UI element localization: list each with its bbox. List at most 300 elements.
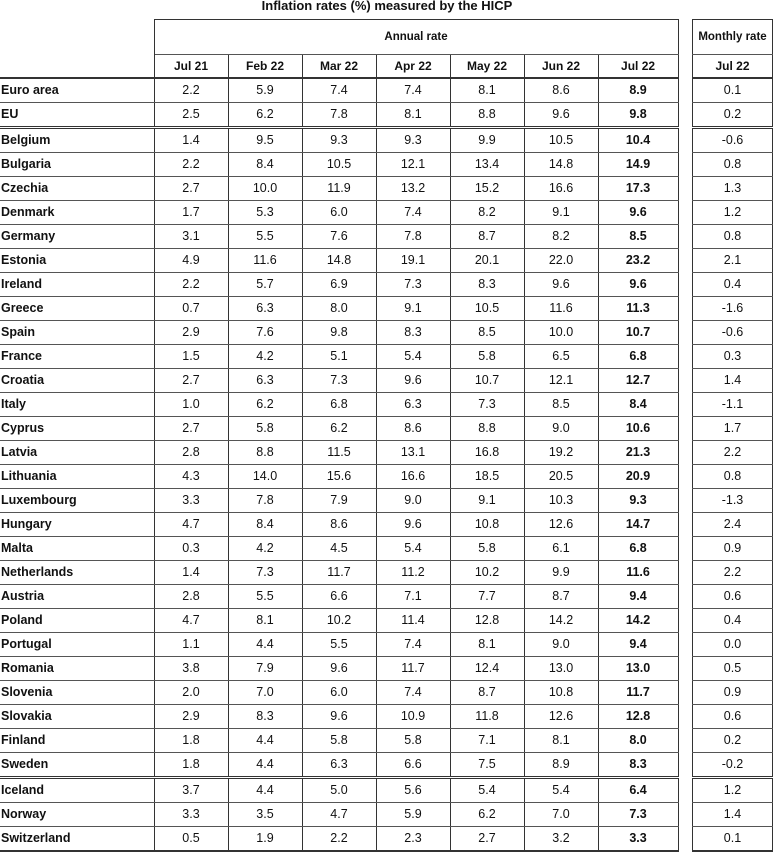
annual-rate-value: 7.8 [228, 489, 302, 513]
annual-rate-value: 2.7 [154, 369, 228, 393]
annual-rate-value: 7.9 [302, 489, 376, 513]
table-row [0, 561, 678, 585]
annual-rate-value: 8.2 [450, 201, 524, 225]
annual-rate-value: 7.4 [376, 78, 450, 103]
annual-rate-value: 5.9 [228, 78, 302, 103]
annual-rate-value: 14.2 [598, 609, 678, 633]
annual-rate-value: 3.3 [154, 489, 228, 513]
annual-rate-value: 10.4 [598, 128, 678, 153]
table-row [693, 417, 773, 441]
country-name: Euro area [0, 78, 154, 103]
annual-rate-value: 8.5 [450, 321, 524, 345]
annual-rate-value: 0.3 [154, 537, 228, 561]
annual-rate-value: 3.3 [598, 827, 678, 852]
table-row [0, 778, 678, 803]
annual-rate-value: 2.8 [154, 441, 228, 465]
annual-rate-value: 3.5 [228, 803, 302, 827]
annual-rate-value: 19.1 [376, 249, 450, 273]
table-row [0, 225, 678, 249]
annual-rate-value: 1.4 [154, 128, 228, 153]
annual-rate-value: 7.1 [376, 585, 450, 609]
monthly-rate-value: -0.2 [693, 753, 773, 778]
table-row [693, 249, 773, 273]
annual-rate-value: 13.0 [524, 657, 598, 681]
annual-rate-value: 14.8 [302, 249, 376, 273]
monthly-rate-value: 0.2 [693, 729, 773, 753]
annual-rate-value: 16.6 [524, 177, 598, 201]
annual-rate-value: 3.3 [154, 803, 228, 827]
annual-rate-value: 8.6 [376, 417, 450, 441]
annual-rate-value: 9.6 [302, 705, 376, 729]
annual-rate-value: 9.1 [524, 201, 598, 225]
annual-column-header: Jul 22 [598, 55, 678, 79]
annual-rate-value: 9.8 [302, 321, 376, 345]
annual-rate-value: 8.0 [598, 729, 678, 753]
annual-rate-value: 8.8 [228, 441, 302, 465]
annual-rate-value: 2.7 [154, 417, 228, 441]
annual-rate-value: 9.3 [376, 128, 450, 153]
table-row [0, 153, 678, 177]
monthly-rate-header: Monthly rate [693, 20, 773, 55]
annual-rate-value: 7.5 [450, 753, 524, 778]
table-row [0, 657, 678, 681]
table-row [0, 465, 678, 489]
table-row [693, 778, 773, 803]
annual-column-header: May 22 [450, 55, 524, 79]
table-row [0, 441, 678, 465]
annual-rate-value: 8.4 [228, 153, 302, 177]
annual-rate-value: 5.8 [228, 417, 302, 441]
annual-rate-value: 8.1 [450, 633, 524, 657]
monthly-rate-value: 0.1 [693, 827, 773, 852]
annual-rate-value: 18.5 [450, 465, 524, 489]
annual-rate-value: 5.4 [376, 345, 450, 369]
annual-rate-value: 3.1 [154, 225, 228, 249]
annual-rate-value: 8.7 [450, 681, 524, 705]
annual-rate-value: 9.4 [598, 585, 678, 609]
table-row [693, 609, 773, 633]
annual-rate-value: 2.0 [154, 681, 228, 705]
annual-rate-value: 10.0 [524, 321, 598, 345]
table-row [693, 729, 773, 753]
annual-rate-value: 15.2 [450, 177, 524, 201]
annual-rate-value: 23.2 [598, 249, 678, 273]
table-row [0, 78, 678, 103]
annual-rate-value: 5.8 [302, 729, 376, 753]
annual-rate-value: 6.5 [524, 345, 598, 369]
monthly-rate-value: 1.2 [693, 201, 773, 225]
annual-rate-value: 14.2 [524, 609, 598, 633]
annual-rate-value: 6.3 [228, 297, 302, 321]
annual-rate-value: 12.6 [524, 513, 598, 537]
annual-rate-value: 12.6 [524, 705, 598, 729]
annual-rate-value: 12.7 [598, 369, 678, 393]
annual-rate-value: 1.7 [154, 201, 228, 225]
country-name: France [0, 345, 154, 369]
country-name: Cyprus [0, 417, 154, 441]
country-name: Italy [0, 393, 154, 417]
annual-rate-value: 2.7 [450, 827, 524, 852]
annual-rate-value: 7.9 [228, 657, 302, 681]
header-blank-cell [0, 55, 154, 79]
country-name: Lithuania [0, 465, 154, 489]
table-row [693, 321, 773, 345]
annual-rate-value: 15.6 [302, 465, 376, 489]
monthly-rate-value: 0.4 [693, 609, 773, 633]
annual-rate-value: 9.0 [376, 489, 450, 513]
annual-rate-value: 8.6 [302, 513, 376, 537]
table-row [693, 753, 773, 778]
table-row [0, 585, 678, 609]
annual-rate-value: 0.5 [154, 827, 228, 852]
annual-rate-value: 21.3 [598, 441, 678, 465]
annual-rate-value: 14.8 [524, 153, 598, 177]
table-row [693, 345, 773, 369]
table-row [693, 273, 773, 297]
annual-rate-value: 11.6 [524, 297, 598, 321]
annual-rate-value: 8.3 [450, 273, 524, 297]
annual-rate-value: 6.3 [302, 753, 376, 778]
annual-rate-value: 12.8 [450, 609, 524, 633]
annual-rate-value: 8.1 [376, 103, 450, 128]
monthly-rate-value: 0.1 [693, 78, 773, 103]
annual-rate-value: 14.0 [228, 465, 302, 489]
table-row [693, 561, 773, 585]
annual-rate-value: 17.3 [598, 177, 678, 201]
annual-rate-value: 8.0 [302, 297, 376, 321]
country-name: Bulgaria [0, 153, 154, 177]
annual-rate-value: 1.8 [154, 753, 228, 778]
table-row [693, 827, 773, 852]
annual-rate-value: 8.3 [598, 753, 678, 778]
monthly-rate-value: -0.6 [693, 321, 773, 345]
annual-rate-value: 5.5 [302, 633, 376, 657]
annual-rate-value: 4.4 [228, 753, 302, 778]
monthly-rate-value: 1.4 [693, 803, 773, 827]
country-name: Slovenia [0, 681, 154, 705]
table-row [0, 513, 678, 537]
table-row [0, 369, 678, 393]
table-row [693, 537, 773, 561]
monthly-rate-value: -1.3 [693, 489, 773, 513]
annual-rate-value: 8.8 [450, 417, 524, 441]
annual-rate-value: 10.5 [302, 153, 376, 177]
annual-rate-value: 8.7 [450, 225, 524, 249]
table-row [0, 803, 678, 827]
monthly-rate-value: 0.4 [693, 273, 773, 297]
monthly-rate-value: 2.2 [693, 441, 773, 465]
annual-rate-value: 4.4 [228, 633, 302, 657]
country-name: Denmark [0, 201, 154, 225]
annual-rate-value: 9.3 [302, 128, 376, 153]
annual-rate-value: 11.7 [302, 561, 376, 585]
country-name: Iceland [0, 778, 154, 803]
annual-rate-value: 9.9 [524, 561, 598, 585]
monthly-rate-value: 0.8 [693, 465, 773, 489]
table-row [693, 369, 773, 393]
annual-rate-value: 4.4 [228, 778, 302, 803]
annual-rate-value: 10.2 [302, 609, 376, 633]
monthly-rate-value: 0.6 [693, 705, 773, 729]
annual-rate-value: 7.3 [302, 369, 376, 393]
annual-rate-value: 4.2 [228, 537, 302, 561]
annual-rate-value: 16.6 [376, 465, 450, 489]
table-row [0, 827, 678, 852]
annual-rate-value: 8.2 [524, 225, 598, 249]
monthly-rate-value: -0.6 [693, 128, 773, 153]
annual-rate-value: 14.7 [598, 513, 678, 537]
annual-rate-value: 6.2 [228, 393, 302, 417]
table-row [693, 681, 773, 705]
table-row [0, 177, 678, 201]
table-row [0, 297, 678, 321]
monthly-rate-value: -1.1 [693, 393, 773, 417]
country-name: Poland [0, 609, 154, 633]
monthly-rate-value: 2.4 [693, 513, 773, 537]
annual-rate-value: 1.5 [154, 345, 228, 369]
annual-rate-value: 20.9 [598, 465, 678, 489]
country-name: Norway [0, 803, 154, 827]
annual-rate-value: 4.7 [154, 609, 228, 633]
monthly-rate-value: 0.8 [693, 225, 773, 249]
table-row [693, 465, 773, 489]
country-name: Austria [0, 585, 154, 609]
table-row [693, 153, 773, 177]
table-row [693, 201, 773, 225]
annual-rate-value: 13.4 [450, 153, 524, 177]
annual-rate-value: 12.8 [598, 705, 678, 729]
table-row [693, 705, 773, 729]
monthly-rate-value: 0.8 [693, 153, 773, 177]
table-row [693, 393, 773, 417]
annual-rate-value: 5.8 [450, 537, 524, 561]
table-row [693, 633, 773, 657]
annual-rate-value: 7.4 [376, 633, 450, 657]
annual-rate-value: 9.8 [598, 103, 678, 128]
table-row [0, 393, 678, 417]
table-row [0, 489, 678, 513]
monthly-rate-value: 0.9 [693, 681, 773, 705]
annual-rate-value: 11.4 [376, 609, 450, 633]
monthly-rate-value: 0.5 [693, 657, 773, 681]
annual-rate-value: 10.5 [450, 297, 524, 321]
annual-rate-value: 10.6 [598, 417, 678, 441]
country-name: Latvia [0, 441, 154, 465]
annual-rate-value: 11.3 [598, 297, 678, 321]
annual-rate-value: 7.4 [376, 201, 450, 225]
annual-rate-value: 1.9 [228, 827, 302, 852]
table-row [0, 273, 678, 297]
annual-rate-value: 10.5 [524, 128, 598, 153]
annual-rate-value: 9.6 [598, 273, 678, 297]
annual-rate-value: 20.5 [524, 465, 598, 489]
country-name: Estonia [0, 249, 154, 273]
annual-rate-value: 12.1 [524, 369, 598, 393]
table-row [0, 609, 678, 633]
annual-rate-value: 5.3 [228, 201, 302, 225]
monthly-rate-value: 1.3 [693, 177, 773, 201]
annual-rate-value: 10.8 [450, 513, 524, 537]
annual-rate-value: 1.0 [154, 393, 228, 417]
monthly-rate-value: 2.2 [693, 561, 773, 585]
annual-rate-header: Annual rate [154, 20, 678, 55]
annual-rate-value: 11.7 [598, 681, 678, 705]
annual-rate-value: 11.6 [228, 249, 302, 273]
table-row [693, 128, 773, 153]
annual-rate-value: 14.9 [598, 153, 678, 177]
annual-rate-value: 2.2 [154, 273, 228, 297]
annual-rate-value: 1.1 [154, 633, 228, 657]
table-row [693, 657, 773, 681]
monthly-rate-value: 2.1 [693, 249, 773, 273]
table-row [0, 321, 678, 345]
monthly-rate-value: 1.2 [693, 778, 773, 803]
annual-rate-value: 7.3 [450, 393, 524, 417]
annual-rate-value: 5.0 [302, 778, 376, 803]
monthly-rate-value: 0.9 [693, 537, 773, 561]
annual-rate-value: 7.1 [450, 729, 524, 753]
annual-rate-value: 10.9 [376, 705, 450, 729]
annual-rate-value: 5.8 [450, 345, 524, 369]
annual-rate-value: 20.1 [450, 249, 524, 273]
annual-rate-value: 3.7 [154, 778, 228, 803]
annual-rate-value: 4.7 [154, 513, 228, 537]
annual-rate-value: 7.4 [376, 681, 450, 705]
monthly-rate-table [692, 19, 773, 852]
table-row [0, 128, 678, 153]
table-row [693, 177, 773, 201]
monthly-rate-value: 0.0 [693, 633, 773, 657]
annual-column-header: Mar 22 [302, 55, 376, 79]
annual-rate-value: 2.8 [154, 585, 228, 609]
annual-rate-value: 8.1 [524, 729, 598, 753]
country-name: Sweden [0, 753, 154, 778]
annual-rate-value: 7.3 [228, 561, 302, 585]
annual-rate-value: 9.6 [524, 103, 598, 128]
annual-rate-value: 5.4 [450, 778, 524, 803]
annual-rate-value: 7.0 [228, 681, 302, 705]
annual-rate-value: 0.7 [154, 297, 228, 321]
annual-rate-value: 9.6 [524, 273, 598, 297]
annual-rate-value: 9.6 [376, 513, 450, 537]
annual-rate-value: 8.9 [524, 753, 598, 778]
annual-rate-value: 5.5 [228, 225, 302, 249]
annual-rate-value: 6.8 [598, 345, 678, 369]
annual-rate-value: 8.5 [598, 225, 678, 249]
country-name: Slovakia [0, 705, 154, 729]
annual-rate-value: 10.8 [524, 681, 598, 705]
table-row [0, 345, 678, 369]
annual-rate-value: 7.3 [598, 803, 678, 827]
annual-rate-value: 4.4 [228, 729, 302, 753]
table-row [693, 513, 773, 537]
country-name: Portugal [0, 633, 154, 657]
annual-rate-value: 9.6 [598, 201, 678, 225]
country-name: Croatia [0, 369, 154, 393]
annual-rate-value: 11.5 [302, 441, 376, 465]
table-row [0, 249, 678, 273]
annual-rate-value: 6.0 [302, 681, 376, 705]
country-name: Switzerland [0, 827, 154, 852]
annual-rate-value: 19.2 [524, 441, 598, 465]
monthly-rate-value: 1.4 [693, 369, 773, 393]
annual-column-header: Jun 22 [524, 55, 598, 79]
annual-rate-value: 8.6 [524, 78, 598, 103]
annual-rate-value: 9.5 [228, 128, 302, 153]
annual-rate-value: 7.7 [450, 585, 524, 609]
annual-rate-value: 8.1 [450, 78, 524, 103]
annual-rate-value: 4.3 [154, 465, 228, 489]
annual-rate-value: 8.5 [524, 393, 598, 417]
annual-rate-value: 2.2 [154, 153, 228, 177]
annual-rate-value: 6.2 [228, 103, 302, 128]
country-name: Finland [0, 729, 154, 753]
table-row [0, 103, 678, 128]
table-row [0, 417, 678, 441]
country-name: Ireland [0, 273, 154, 297]
annual-rate-value: 5.4 [524, 778, 598, 803]
annual-rate-value: 3.2 [524, 827, 598, 852]
annual-rate-value: 6.3 [376, 393, 450, 417]
table-row [0, 201, 678, 225]
annual-rate-value: 6.8 [302, 393, 376, 417]
table-row [693, 489, 773, 513]
annual-rate-value: 5.9 [376, 803, 450, 827]
table-row [0, 633, 678, 657]
annual-rate-value: 6.1 [524, 537, 598, 561]
annual-column-header: Feb 22 [228, 55, 302, 79]
annual-rate-value: 8.1 [228, 609, 302, 633]
annual-rate-value: 11.9 [302, 177, 376, 201]
annual-rate-value: 9.1 [376, 297, 450, 321]
annual-rate-value: 9.6 [302, 657, 376, 681]
annual-rate-value: 2.5 [154, 103, 228, 128]
annual-rate-value: 7.6 [302, 225, 376, 249]
annual-rate-value: 5.7 [228, 273, 302, 297]
annual-rate-value: 22.0 [524, 249, 598, 273]
annual-rate-value: 6.9 [302, 273, 376, 297]
annual-rate-value: 11.8 [450, 705, 524, 729]
annual-rate-value: 13.1 [376, 441, 450, 465]
table-row [693, 225, 773, 249]
annual-rate-value: 4.5 [302, 537, 376, 561]
annual-rate-value: 7.0 [524, 803, 598, 827]
monthly-rate-value: -1.6 [693, 297, 773, 321]
annual-rate-value: 2.9 [154, 321, 228, 345]
annual-rate-value: 10.7 [450, 369, 524, 393]
annual-rate-value: 13.2 [376, 177, 450, 201]
annual-rate-value: 7.8 [302, 103, 376, 128]
table-title: Inflation rates (%) measured by the HICP [261, 0, 513, 13]
annual-rate-value: 2.7 [154, 177, 228, 201]
country-name: Romania [0, 657, 154, 681]
annual-rate-value: 6.6 [302, 585, 376, 609]
annual-rate-value: 9.4 [598, 633, 678, 657]
annual-rate-value: 7.4 [302, 78, 376, 103]
country-name: Spain [0, 321, 154, 345]
annual-rate-value: 4.9 [154, 249, 228, 273]
monthly-rate-value: 0.2 [693, 103, 773, 128]
annual-rate-value: 11.2 [376, 561, 450, 585]
annual-rate-table [0, 19, 679, 852]
annual-rate-value: 9.6 [376, 369, 450, 393]
annual-rate-value: 8.7 [524, 585, 598, 609]
annual-rate-value: 5.4 [376, 537, 450, 561]
table-row [0, 681, 678, 705]
monthly-rate-value: 0.6 [693, 585, 773, 609]
annual-rate-value: 7.8 [376, 225, 450, 249]
table-row [693, 297, 773, 321]
